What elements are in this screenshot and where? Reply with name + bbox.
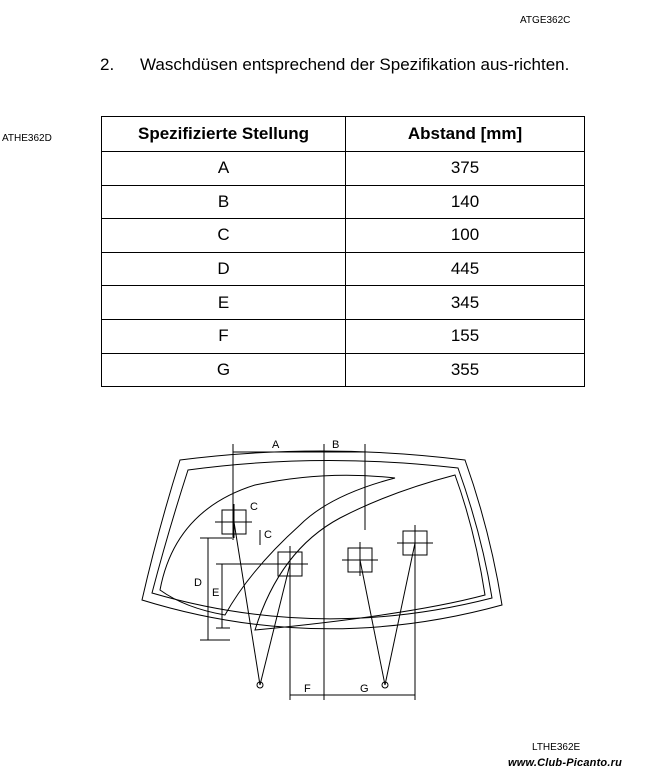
table-header-row (102, 117, 585, 152)
cell-distance: 355 (346, 353, 585, 387)
table-row (102, 152, 585, 186)
label-f: F (304, 683, 311, 695)
table-row (102, 252, 585, 286)
label-a: A (272, 439, 280, 451)
windshield-washer-diagram (130, 430, 510, 705)
cell-position: B (102, 185, 346, 219)
table-row (102, 185, 585, 219)
windshield-inner-outline (152, 460, 492, 618)
label-g: G (360, 683, 369, 695)
cell-position: E (102, 286, 346, 320)
label-c-1: C (250, 501, 258, 513)
cell-distance: 445 (346, 252, 585, 286)
cell-distance: 375 (346, 152, 585, 186)
cell-distance: 155 (346, 319, 585, 353)
step-text: Waschdüsen entsprechend der Spezifikation aus-richten. (140, 55, 570, 74)
document-code-left: ATHE362D (2, 133, 52, 144)
label-c-2: C (264, 529, 272, 541)
cell-position: D (102, 252, 346, 286)
cell-distance: 100 (346, 219, 585, 253)
cell-distance: 140 (346, 185, 585, 219)
table-row (102, 219, 585, 253)
cell-distance: 345 (346, 286, 585, 320)
table-row (102, 353, 585, 387)
table-row (102, 286, 585, 320)
cell-position: F (102, 319, 346, 353)
header-position: Spezifizierte Stellung (102, 117, 346, 152)
label-d: D (194, 577, 202, 589)
document-code-top: ATGE362C (520, 15, 571, 26)
document-code-bottom: LTHE362E (532, 742, 581, 753)
step-number: 2. (100, 55, 115, 74)
table-row (102, 319, 585, 353)
watermark: www.Club-Picanto.ru (508, 757, 623, 769)
specification-table (101, 116, 585, 387)
cell-position: C (102, 219, 346, 253)
header-distance: Abstand [mm] (346, 117, 585, 152)
label-e: E (212, 587, 220, 599)
windshield-outline (142, 451, 502, 629)
cell-position: A (102, 152, 346, 186)
label-b: B (332, 439, 340, 451)
cell-position: G (102, 353, 346, 387)
